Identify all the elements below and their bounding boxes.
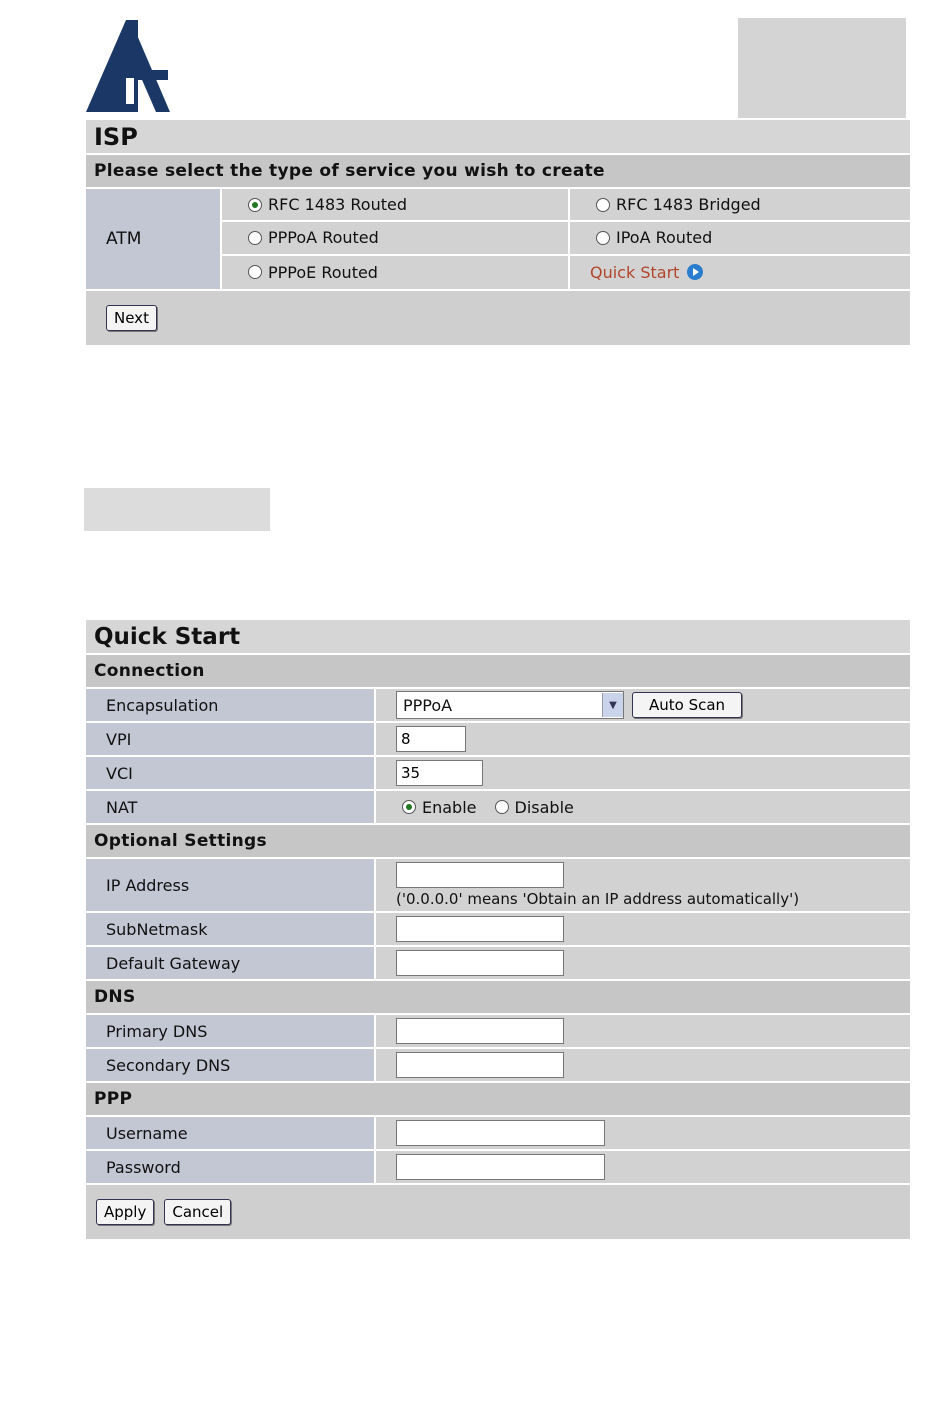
radio-pppoa-routed[interactable]: [248, 231, 262, 245]
optional-settings-header: Optional Settings: [86, 825, 910, 859]
encapsulation-selected: PPPoA: [403, 695, 453, 715]
option-label: PPPoA Routed: [268, 228, 379, 248]
subnetmask-value-cell: [376, 913, 910, 945]
radio-nat-enable[interactable]: [402, 800, 416, 814]
secondary-dns-label: Secondary DNS: [86, 1049, 376, 1081]
vpi-label: VPI: [86, 723, 376, 755]
primary-dns-row: [86, 1015, 910, 1049]
nat-label: NAT: [86, 791, 376, 823]
atlantis-logo-icon: [86, 20, 170, 112]
secondary-dns-value-cell: [376, 1049, 910, 1081]
ip-address-row: [86, 859, 910, 913]
radio-ipoa-routed[interactable]: [596, 231, 610, 245]
nat-value-cell: [376, 791, 910, 823]
isp-title: ISP: [86, 120, 910, 155]
ip-address-hint: ('0.0.0.0' means 'Obtain an IP address automatically'): [396, 890, 800, 908]
quick-start-title: Quick Start: [86, 620, 910, 655]
username-label: Username: [86, 1117, 376, 1149]
ppp-header: PPP: [86, 1083, 910, 1117]
nat-enable-option[interactable]: [402, 798, 477, 817]
radio-pppoe-routed[interactable]: [248, 265, 262, 279]
radio-nat-disable[interactable]: [495, 800, 509, 814]
vpi-row: [86, 723, 910, 757]
service-options-grid: [222, 189, 910, 289]
nat-enable-label: Enable: [422, 797, 477, 817]
username-input[interactable]: [396, 1120, 605, 1146]
next-button[interactable]: Next: [106, 305, 157, 331]
nat-disable-label: Disable: [514, 797, 574, 817]
ip-address-input[interactable]: [396, 862, 564, 888]
subnetmask-input[interactable]: [396, 916, 564, 942]
apply-button[interactable]: Apply: [96, 1199, 154, 1225]
isp-prompt: Please select the type of service you wish to create: [86, 155, 910, 189]
secondary-dns-input[interactable]: [396, 1052, 564, 1078]
connection-header: Connection: [86, 655, 910, 689]
option-label: RFC 1483 Routed: [268, 195, 407, 215]
chevron-down-icon[interactable]: ▼: [602, 693, 623, 717]
option-label: RFC 1483 Bridged: [616, 195, 761, 215]
option-label: PPPoE Routed: [268, 262, 378, 282]
auto-scan-button[interactable]: Auto Scan: [632, 692, 742, 718]
username-row: [86, 1117, 910, 1151]
encapsulation-row: [86, 689, 910, 723]
isp-button-row: [86, 291, 910, 345]
default-gateway-input[interactable]: [396, 950, 564, 976]
password-input[interactable]: [396, 1154, 605, 1180]
option-pppoe-routed[interactable]: [222, 256, 570, 289]
vpi-input[interactable]: [396, 726, 466, 752]
encapsulation-label: Encapsulation: [86, 689, 376, 721]
radio-rfc1483-routed[interactable]: [248, 198, 262, 212]
atm-label: ATM: [86, 189, 222, 289]
vpi-value-cell: [376, 723, 910, 755]
dns-header: DNS: [86, 981, 910, 1015]
password-row: [86, 1151, 910, 1185]
cancel-button[interactable]: Cancel: [164, 1199, 231, 1225]
quick-start-cell: [570, 256, 910, 289]
atm-options: [86, 189, 910, 291]
option-pppoa-routed[interactable]: [222, 222, 570, 255]
radio-rfc1483-bridged[interactable]: [596, 198, 610, 212]
play-arrow-icon[interactable]: [687, 264, 703, 280]
subnetmask-label: SubNetmask: [86, 913, 376, 945]
default-gateway-row: [86, 947, 910, 981]
vci-value-cell: [376, 757, 910, 789]
encapsulation-value-cell: [376, 689, 910, 721]
password-label: Password: [86, 1151, 376, 1183]
encapsulation-select[interactable]: [396, 691, 624, 719]
quick-start-button-row: [86, 1185, 910, 1239]
isp-panel: [86, 120, 910, 345]
username-value-cell: [376, 1117, 910, 1149]
primary-dns-value-cell: [376, 1015, 910, 1047]
primary-dns-input[interactable]: [396, 1018, 564, 1044]
quick-start-link-label: Quick Start: [590, 262, 680, 282]
quick-start-panel: [86, 620, 910, 1239]
top-right-placeholder: [738, 18, 906, 118]
quick-start-link[interactable]: [590, 263, 703, 282]
default-gateway-label: Default Gateway: [86, 947, 376, 979]
ip-address-value-cell: [376, 859, 910, 911]
vci-label: VCI: [86, 757, 376, 789]
ip-address-label: IP Address: [86, 859, 376, 911]
option-label: IPoA Routed: [616, 228, 713, 248]
primary-dns-label: Primary DNS: [86, 1015, 376, 1047]
secondary-dns-row: [86, 1049, 910, 1083]
middle-placeholder: [84, 488, 270, 531]
subnetmask-row: [86, 913, 910, 947]
nat-disable-option[interactable]: [495, 798, 574, 817]
password-value-cell: [376, 1151, 910, 1183]
vci-row: [86, 757, 910, 791]
option-rfc1483-routed[interactable]: [222, 189, 570, 222]
nat-row: [86, 791, 910, 825]
vci-input[interactable]: [396, 760, 483, 786]
option-rfc1483-bridged[interactable]: [570, 189, 910, 222]
default-gateway-value-cell: [376, 947, 910, 979]
option-ipoa-routed[interactable]: [570, 222, 910, 255]
